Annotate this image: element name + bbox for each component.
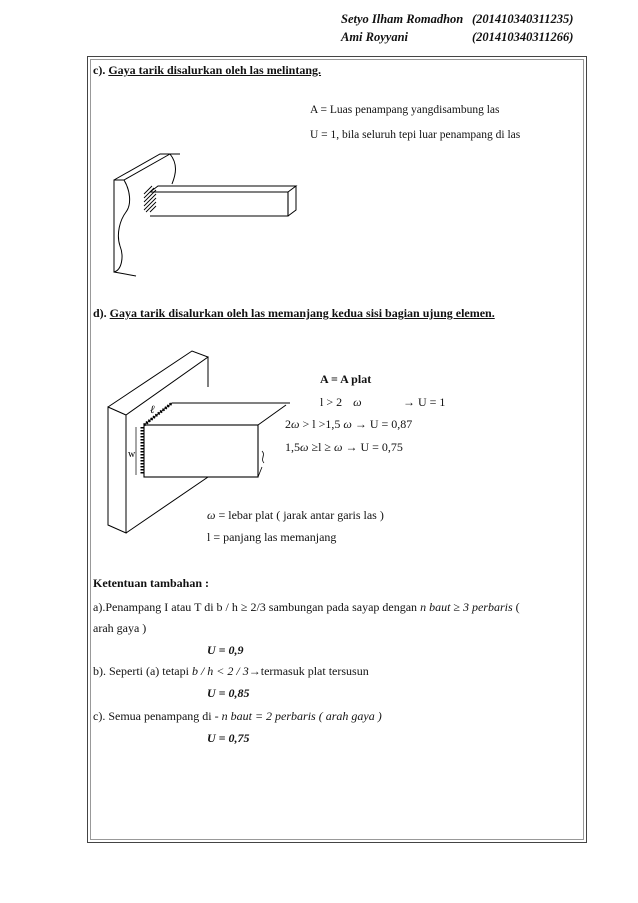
cond2-c: → U = 0,87: [354, 417, 413, 431]
ketentuan-b: [93, 664, 369, 679]
cond3-b: ≥l ≥: [311, 440, 331, 454]
section-c-line1: A = Luas penampang yangdisambung las: [310, 104, 500, 116]
omega-symbol: ω: [353, 395, 362, 409]
author1-id: (201410340311235): [472, 12, 574, 26]
condition-3: [285, 440, 403, 455]
cond2-a: 2: [285, 417, 291, 431]
condition-1-result: → U = 1: [403, 395, 446, 409]
ketentuan-c-italic: n baut = 2 perbaris ( arah gaya ): [221, 709, 382, 723]
section-d-title: Gaya tarik disalurkan oleh las memanjang kedua sisi bagian ujung elemen.: [109, 306, 495, 320]
section-d-heading: [93, 306, 495, 321]
omega-symbol: ω: [207, 508, 216, 522]
ketentuan-b-italic: b / h < 2 / 3: [191, 664, 249, 678]
definition-l: l = panjang las memanjang: [207, 530, 337, 544]
ketentuan-b-tail: →termasuk plat tersusun: [248, 664, 369, 678]
ketentuan-a: [93, 600, 520, 615]
cond3-a: 1,5: [285, 440, 300, 454]
cond3-c: → U = 0,75: [345, 440, 403, 454]
section-c-prefix: c).: [93, 63, 106, 77]
cond2-b: > l >1,5: [302, 417, 341, 431]
ketentuan-c-text: c). Semua penampang di -: [93, 709, 219, 723]
cond1-left: l > 2: [320, 395, 343, 409]
author1-name: Setyo Ilham Romadhon: [341, 12, 464, 26]
def-omega-text: = lebar plat ( jarak antar garis las ): [218, 508, 384, 522]
fig-label-w: w: [128, 449, 136, 460]
ketentuan-c-u: U = 0,75: [207, 731, 250, 745]
ketentuan-b-u: U = 0,85: [207, 686, 250, 700]
author2-name: Ami Royyani: [341, 30, 409, 44]
condition-2: [285, 417, 412, 432]
section-c-title: Gaya tarik disalurkan oleh las melintang.: [108, 63, 322, 77]
definition-omega: [207, 508, 384, 523]
ketentuan-a-italic: n baut ≥ 3 perbaris: [420, 600, 513, 614]
section-c-heading: [93, 63, 321, 78]
omega-symbol: ω: [291, 417, 300, 431]
ketentuan-a-tail: (: [515, 600, 520, 614]
section-d-prefix: d).: [93, 306, 107, 320]
ketentuan-a-line2: arah gaya ): [93, 621, 147, 635]
ketentuan-a-text: a).Penampang I atau T di b / h ≥ 2/3 sambungan pada sayap dengan: [93, 600, 418, 614]
section-c-line2: U = 1, bila seluruh tepi luar penampang di las: [310, 129, 521, 141]
condition-1: [320, 395, 362, 410]
author2-id: (201410340311266): [472, 30, 574, 44]
omega-symbol: ω: [334, 440, 343, 454]
a-plat-line: A = A plat: [320, 372, 372, 386]
ketentuan-a-u: U = 0,9: [207, 643, 244, 657]
omega-symbol: ω: [343, 417, 352, 431]
ketentuan-title: Ketentuan tambahan :: [93, 576, 210, 590]
ketentuan-c: [93, 709, 382, 724]
ketentuan-b-text: b). Seperti (a) tetapi: [93, 664, 189, 678]
fig-label-l: ℓ: [150, 404, 155, 416]
figure-transverse-weld: [100, 150, 300, 285]
omega-symbol: ω: [300, 440, 309, 454]
